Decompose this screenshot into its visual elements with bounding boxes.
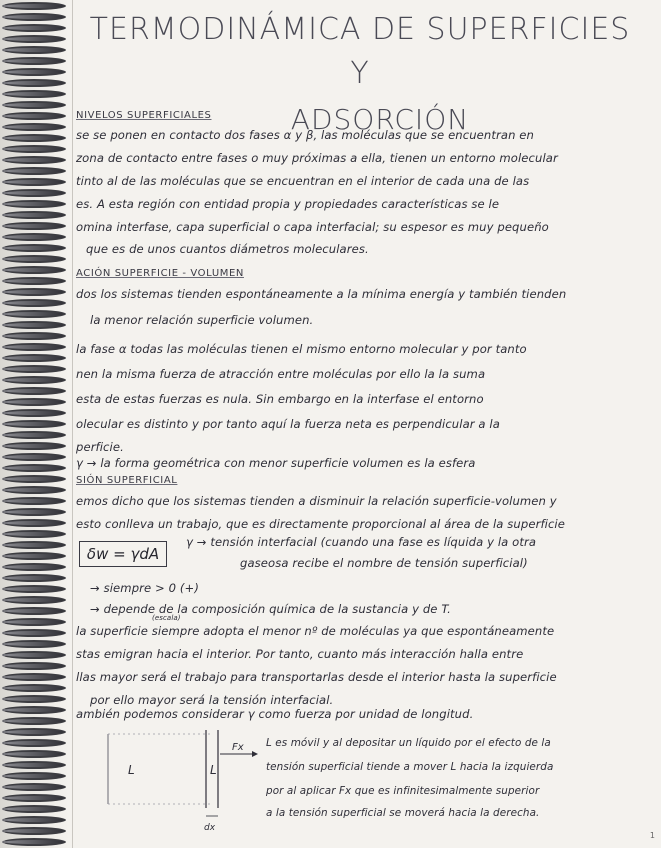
spiral-coil [2,629,66,637]
text-line: gaseosa recibe el nombre de tensión superficial) [240,556,528,570]
spiral-coil [2,838,66,846]
spiral-coil [2,321,66,329]
force-label: Fx [232,742,244,753]
text-line: ambién podemos considerar γ como fuerza por unidad de longitud. [76,707,474,721]
spiral-coil [2,420,66,428]
section-heading: ACIÓN SUPERFICIE - VOLUMEN [76,268,244,279]
spiral-coil [2,640,66,648]
spiral-coil [2,563,66,571]
label-right: L [210,763,217,777]
spiral-coil [2,772,66,780]
text-line: la menor relación superficie volumen. [90,313,314,327]
text-line: omina interfase, capa superficial o capa interfacial; su espesor es muy pequeño [76,220,549,234]
spiral-coil [2,651,66,659]
text-line: zona de contacto entre fases o muy próximas a ella, tienen un entorno molecular [76,151,558,165]
spiral-coil [2,145,66,153]
spiral-coil [2,508,66,516]
spiral-coil [2,2,66,10]
small-annotation: (escala) [152,614,181,622]
spiral-coil [2,750,66,758]
spiral-coil [2,376,66,384]
frame-diagram [102,722,262,840]
text-line: nen la misma fuerza de atracción entre moléculas por ello la la suma [76,367,486,381]
spiral-coil [2,299,66,307]
spiral-coil [2,398,66,406]
spiral-coil [2,706,66,714]
spiral-coil [2,332,66,340]
text-line: es. A esta región con entidad propia y propiedades características se le [76,197,500,211]
section-heading: NIVELOS SUPERFICIALES [76,110,212,121]
title-line-2: ADSORCIÓN [290,103,470,136]
diagram-text-line: por al aplicar Fx que es infinitesimalmente superior [266,785,540,797]
spiral-coil [2,68,66,76]
spiral-coil [2,266,66,274]
spiral-coil [2,255,66,263]
spiral-coil [2,277,66,285]
spiral-coil [2,90,66,98]
spiral-coil [2,739,66,747]
spiral-coil [2,244,66,252]
text-line: → siempre > 0 (+) [90,581,199,595]
spiral-coil [2,189,66,197]
spiral-coil [2,453,66,461]
spiral-coil [2,200,66,208]
spiral-coil [2,178,66,186]
spiral-coil [2,211,66,219]
spiral-coil [2,717,66,725]
spiral-binding [0,0,70,848]
spiral-coil [2,695,66,703]
spiral-coil [2,574,66,582]
text-line: dos los sistemas tienden espontáneamente a la mínima energía y también tienden [76,287,567,301]
spiral-coil [2,783,66,791]
spiral-coil [2,156,66,164]
spiral-coil [2,596,66,604]
text-line: esto conlleva un trabajo, que es directamente proporcional al área de la superficie [76,517,565,531]
spiral-coil [2,585,66,593]
spiral-coil [2,35,66,43]
spiral-coil [2,409,66,417]
spiral-coil [2,387,66,395]
text-line: la fase α todas las moléculas tienen el mismo entorno molecular y por tanto [76,342,527,356]
text-line: emos dicho que los sistemas tienden a disminuir la relación superficie-volumen y [76,494,557,508]
section-heading: SIÓN SUPERFICIAL [76,475,178,486]
text-line: perficie. [76,440,124,454]
spiral-coil [2,607,66,615]
spiral-coil [2,167,66,175]
spiral-coil [2,343,66,351]
spiral-coil [2,233,66,241]
spiral-coil [2,442,66,450]
spiral-coil [2,134,66,142]
label-left: L [128,763,135,777]
spiral-coil [2,112,66,120]
spiral-coil [2,552,66,560]
margin-line [72,0,73,848]
spiral-coil [2,24,66,32]
diagram-text-line: a la tensión superficial se moverá hacia la derecha. [266,807,540,819]
text-line: olecular es distinto y por tanto aquí la fuerza neta es perpendicular a la [76,417,500,431]
spiral-coil [2,816,66,824]
dx-label: dx [204,823,216,833]
spiral-coil [2,310,66,318]
spiral-coil [2,618,66,626]
spiral-coil [2,530,66,538]
spiral-coil [2,684,66,692]
text-line: → depende de la composición química de la sustancia y de T. [90,602,451,616]
spiral-coil [2,761,66,769]
text-line: que es de unos cuantos diámetros moleculares. [86,242,369,256]
text-line: esta de estas fuerzas es nula. Sin embargo en la interfase el entorno [76,392,484,406]
spiral-coil [2,123,66,131]
spiral-coil [2,486,66,494]
spiral-coil [2,288,66,296]
spiral-coil [2,519,66,527]
spiral-coil [2,365,66,373]
spiral-coil [2,497,66,505]
spiral-coil [2,79,66,87]
spiral-coil [2,673,66,681]
diagram-text-line: L es móvil y al depositar un líquido por el efecto de la [266,737,551,749]
text-line: γ → tensión interfacial (cuando una fase es líquida y la otra [186,535,537,549]
text-line: llas mayor será el trabajo para transportarlas desde el interior hasta la superficie [76,670,557,684]
spiral-coil [2,101,66,109]
text-line: tinto al de las moléculas que se encuentran en el interior de cada una de las [76,174,530,188]
spiral-coil [2,475,66,483]
spiral-coil [2,728,66,736]
spiral-coil [2,431,66,439]
spiral-coil [2,13,66,21]
text-line: se se ponen en contacto dos fases α y β, las moléculas que se encuentran en [76,128,534,142]
spiral-coil [2,46,66,54]
spiral-coil [2,541,66,549]
text-line: la superficie siempre adopta el menor nº de moléculas ya que espontáneamente [76,624,555,638]
spiral-coil [2,57,66,65]
text-line: stas emigran hacia el interior. Por tanto, cuanto más interacción halla entre [76,647,524,661]
spiral-coil [2,827,66,835]
diagram-text-line: tensión superficial tiende a mover L hacia la izquierda [266,761,554,773]
force-arrow-head [252,751,258,757]
title-line-1: TERMODINÁMICA DE SUPERFICIES Y [89,12,631,91]
text-line: por ello mayor será la tensión interfacial. [90,693,334,707]
spiral-coil [2,222,66,230]
spiral-coil [2,662,66,670]
equation-box: δw = γdA [79,541,167,567]
spiral-coil [2,794,66,802]
spiral-coil [2,464,66,472]
spiral-coil [2,354,66,362]
text-line: γ → la forma geométrica con menor superficie volumen es la esfera [76,456,476,470]
spiral-coil [2,805,66,813]
page-mark: 1 [649,831,655,840]
